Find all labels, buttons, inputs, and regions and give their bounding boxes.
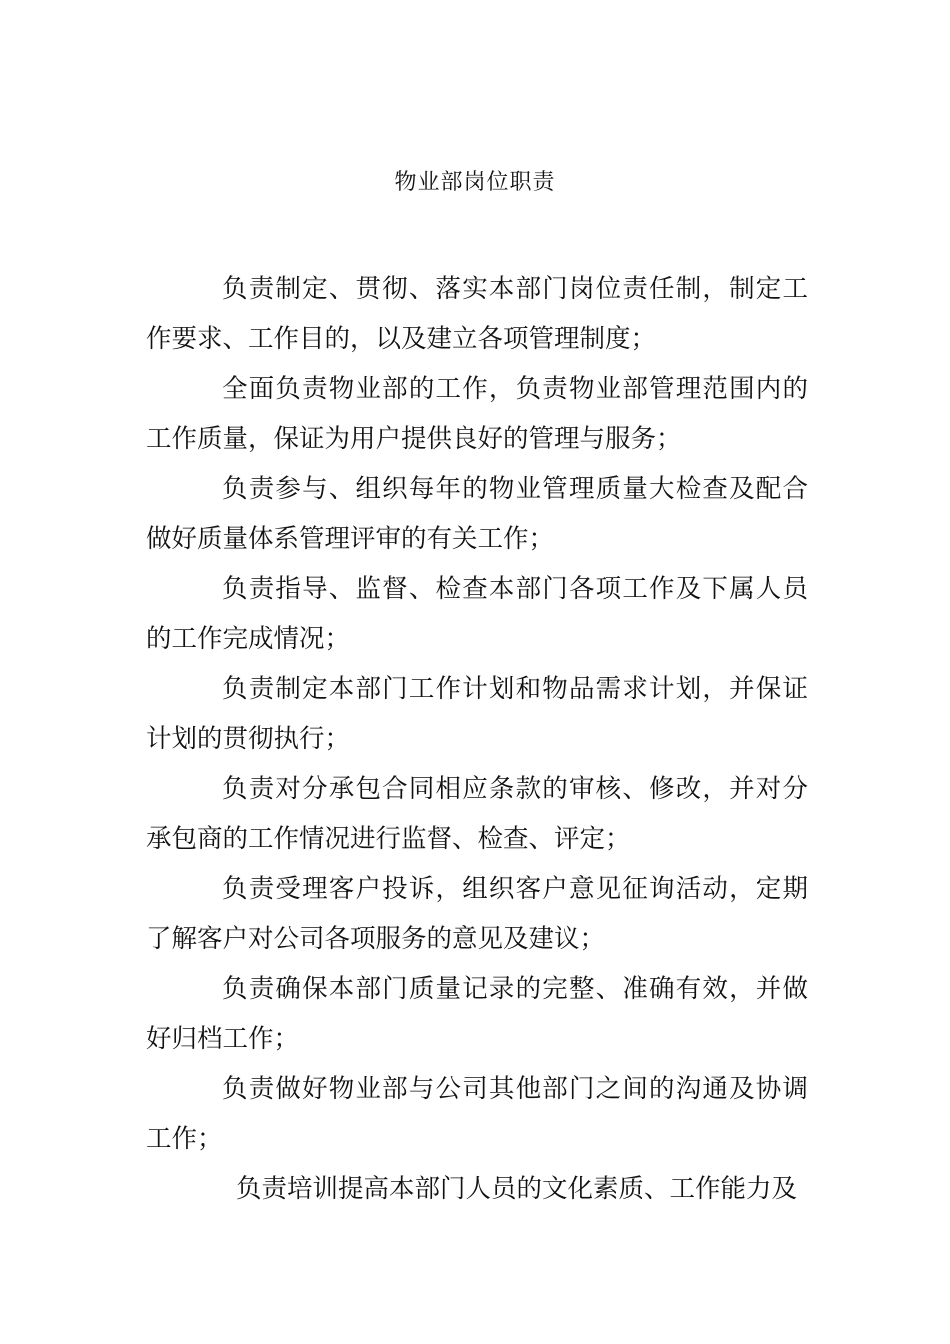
paragraph: 负责参与、组织每年的物业管理质量大检查及配合做好质量体系管理评审的有关工作； bbox=[146, 474, 808, 554]
paragraph: 负责制定、贯彻、落实本部门岗位责任制，制定工作要求、工作目的，以及建立各项管理制度； bbox=[146, 274, 808, 354]
paragraph: 负责培训提高本部门人员的文化素质、工作能力及 bbox=[236, 1174, 798, 1204]
paragraph: 全面负责物业部的工作，负责物业部管理范围内的工作质量，保证为用户提供良好的管理与服务； bbox=[146, 374, 808, 454]
document-body bbox=[146, 264, 808, 1214]
paragraph: 负责受理客户投诉，组织客户意见征询活动，定期了解客户对公司各项服务的意见及建议； bbox=[146, 874, 808, 954]
paragraph: 负责指导、监督、检查本部门各项工作及下属人员的工作完成情况； bbox=[146, 574, 808, 654]
paragraph: 负责做好物业部与公司其他部门之间的沟通及协调工作； bbox=[146, 1074, 808, 1154]
paragraph: 负责对分承包合同相应条款的审核、修改，并对分承包商的工作情况进行监督、检查、评定； bbox=[146, 774, 808, 854]
document-title: 物业部岗位职责 bbox=[394, 170, 556, 195]
paragraph: 负责确保本部门质量记录的完整、准确有效，并做好归档工作； bbox=[146, 974, 808, 1054]
paragraph: 负责制定本部门工作计划和物品需求计划，并保证计划的贯彻执行； bbox=[146, 674, 808, 754]
